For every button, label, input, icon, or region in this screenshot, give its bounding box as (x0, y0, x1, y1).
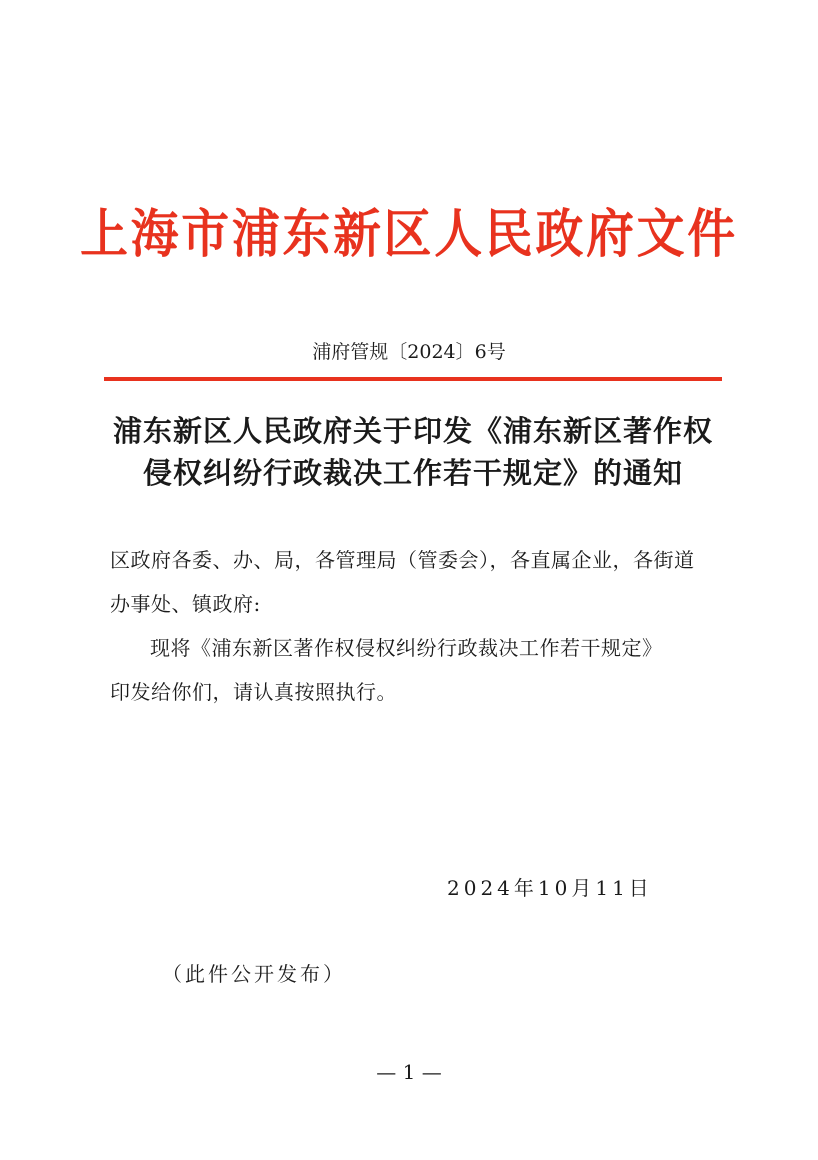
publish-note: （此件公开发布） (162, 962, 346, 986)
body-paragraph-line-1: 现将《浦东新区著作权侵权纠纷行政裁决工作若干规定》 (150, 636, 663, 660)
addressee-line-2: 办事处、镇政府: (110, 592, 261, 616)
red-divider-line (104, 377, 722, 381)
document-body (110, 538, 720, 714)
document-title-line-2: 侵权纠纷行政裁决工作若干规定》的通知 (142, 456, 683, 490)
document-number: 浦府管规〔2024〕6号 (312, 341, 506, 363)
document-title (96, 410, 730, 494)
page-number: — 1 — (376, 1060, 442, 1084)
addressee-line-1: 区政府各委、办、局，各管理局（管委会），各直属企业，各街道 (110, 548, 695, 572)
body-paragraph-line-2: 印发给你们，请认真按照执行。 (110, 680, 397, 704)
issuer-title: 上海市浦东新区人民政府文件 (80, 204, 738, 265)
document-title-line-1: 浦东新区人民政府关于印发《浦东新区著作权 (112, 414, 713, 448)
issue-date: 2024年10月11日 (447, 876, 653, 900)
